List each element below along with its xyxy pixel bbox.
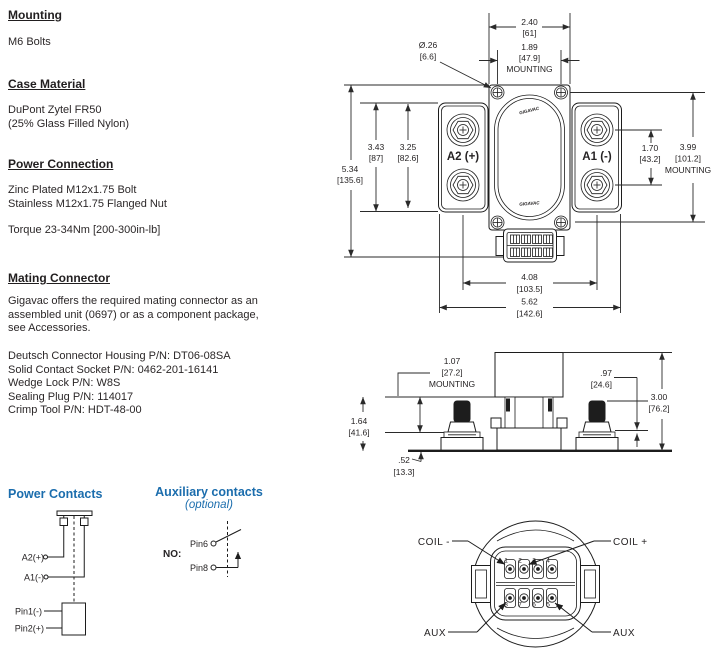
pin6-label: Pin6 [189,539,208,549]
svg-text:[142.6]: [142.6] [516,308,543,319]
svg-text:COIL -: COIL - [417,537,450,548]
mating-para-line1: Gigavac offers the required mating connector as an [8,295,258,307]
screw-icon [491,216,504,229]
svg-text:[47.9]: [47.9] [518,53,541,63]
svg-text:[6.6]: [6.6] [419,51,437,62]
brand-mark-bottom: GIGAVAC [519,200,540,207]
svg-text:[101.2]: [101.2] [675,153,701,164]
power-connection-line2: Stainless M12x1.75 Flanged Nut [8,197,167,210]
side-bolt-left [441,401,483,451]
case-material-line2: (25% Glass Filled Nylon) [8,117,130,130]
dimension-2-40 [489,17,570,38]
mating-para-line3: see Accessories. [8,322,91,334]
svg-text:[61]: [61] [522,28,537,38]
screw-icon [555,86,568,99]
terminal-bolt-icon [581,114,613,146]
mating-connector-heading: Mating Connector [8,271,110,285]
side-bolt-right [576,401,618,451]
coil-box [62,603,86,635]
dimension-3-25 [397,104,418,208]
svg-text:1.64: 1.64 [350,416,368,426]
pin8-node [211,565,216,570]
pin6-node [211,541,216,546]
svg-text:AUX: AUX [613,628,636,639]
brand-mark-top: GIGAVAC [518,105,540,116]
a1-terminal-node [44,575,48,579]
terminal-bolt-icon [581,169,613,201]
svg-text:MOUNTING: MOUNTING [506,64,553,74]
svg-text:[13.3]: [13.3] [393,467,415,477]
power-connection-body [8,184,167,211]
svg-text:AUX: AUX [423,628,446,639]
svg-text:[24.6]: [24.6] [590,379,612,390]
dimension-5-62 [440,297,621,319]
svg-text:1.70: 1.70 [641,143,659,153]
svg-text:4: 4 [546,557,550,565]
svg-text:6: 6 [532,601,536,609]
dimension-1-89-mounting [479,42,580,74]
screw-icon [491,86,504,99]
side-view-drawing [330,345,724,490]
mating-para-line2: assembled unit (0697) or as a component package, [8,308,259,321]
svg-text:[82.6]: [82.6] [397,153,419,163]
front-view-drawing [330,0,724,345]
terminal-bolt-icon [447,114,479,146]
contact-post-left [60,518,68,526]
terminal-bolt-icon [447,169,479,201]
svg-text:3.43: 3.43 [367,142,385,152]
pn-socket: Solid Contact Socket P/N: 0462-201-16141 [8,363,219,376]
svg-text:COIL +: COIL + [613,537,648,548]
svg-text:MOUNTING: MOUNTING [664,165,712,175]
contact-bar [57,511,92,516]
a2-label: A2(+) [21,552,44,563]
mounting-heading: Mounting [8,8,62,22]
mounting-body: M6 Bolts [8,36,51,48]
svg-text:5.62: 5.62 [521,296,538,307]
svg-text:4.08: 4.08 [521,272,538,282]
svg-text:[27.2]: [27.2] [441,367,463,378]
terminal-label-a2: A2 (+) [446,151,480,163]
svg-text:MOUNTING: MOUNTING [428,379,476,389]
svg-text:1.89: 1.89 [521,42,538,52]
dimension-5-34 [337,85,363,257]
bottom-connector-view [380,498,724,650]
torque-spec: Torque 23-34Nm [200-300in-lb] [8,224,161,236]
part-number-list [8,350,231,418]
dimension-hole-diameter [419,40,491,88]
contact-post-right [81,518,89,526]
case-body [491,353,567,451]
dimension-3-43 [368,103,385,212]
pn-sealing-plug: Sealing Plug P/N: 114017 [8,390,134,403]
terminal-label-a1: A1 (-) [582,151,612,163]
svg-text:Ø.26: Ø.26 [418,40,438,50]
svg-text:.97: .97 [600,368,612,378]
a2-terminal-node [44,555,48,559]
aux-contacts-subtitle: (optional) [185,499,233,511]
case-material-line1: DuPont Zytel FR50 [8,104,102,116]
svg-text:1: 1 [504,557,508,565]
aux-contacts-title: Auxiliary contacts [155,485,263,499]
svg-text:3: 3 [532,557,536,565]
svg-text:3.99: 3.99 [679,142,697,152]
case-material-heading: Case Material [8,77,86,91]
pin8-label: Pin8 [189,563,208,573]
switch-blade [216,530,241,543]
aux-contacts-schematic [150,515,324,595]
screw-icon [555,216,568,229]
power-connection-heading: Power Connection [8,157,114,171]
mating-connector-paragraph [8,295,259,336]
pn-crimp-tool: Crimp Tool P/N: HDT-48-00 [8,404,142,416]
a1-label: A1(-) [24,572,44,583]
svg-text:7: 7 [518,601,522,609]
svg-text:[43.2]: [43.2] [639,154,661,164]
svg-text:[103.5]: [103.5] [516,284,543,294]
aux-contacts-title-block [153,485,265,511]
dimension-3-00 [648,353,669,451]
pn-wedge-lock: Wedge Lock P/N: W8S [8,377,121,389]
power-contacts-title: Power Contacts [8,487,103,501]
pin1-label: Pin1(-) [14,606,42,617]
dimension-3-99-mounting [665,93,711,223]
dimension-0-52 [393,452,421,477]
svg-text:[87]: [87] [368,153,384,163]
dimension-1-64 [348,397,369,451]
pin2-label: Pin2(+) [14,623,44,634]
svg-text:.52: .52 [398,455,410,465]
svg-text:[135.6]: [135.6] [337,175,363,185]
svg-text:5.34: 5.34 [341,164,359,174]
svg-text:[41.6]: [41.6] [348,427,370,438]
svg-text:2: 2 [518,557,522,565]
svg-text:3.00: 3.00 [650,392,668,402]
power-contacts-schematic [0,505,150,650]
svg-text:1.07: 1.07 [443,356,461,366]
svg-text:[76.2]: [76.2] [648,403,670,414]
svg-text:3.25: 3.25 [399,142,417,152]
pn-housing: Deutsch Connector Housing P/N: DT06-08SA [8,350,231,362]
dimension-4-08 [463,272,597,294]
svg-text:2.40: 2.40 [521,17,538,27]
svg-text:8: 8 [504,601,508,609]
dimension-1-70 [639,130,660,185]
power-connection-line1: Zinc Plated M12x1.75 Bolt [8,184,137,196]
no-label: NO: [163,549,182,560]
svg-text:5: 5 [546,601,550,609]
coil-connector-stub [496,229,564,262]
case-material-body [8,104,129,131]
